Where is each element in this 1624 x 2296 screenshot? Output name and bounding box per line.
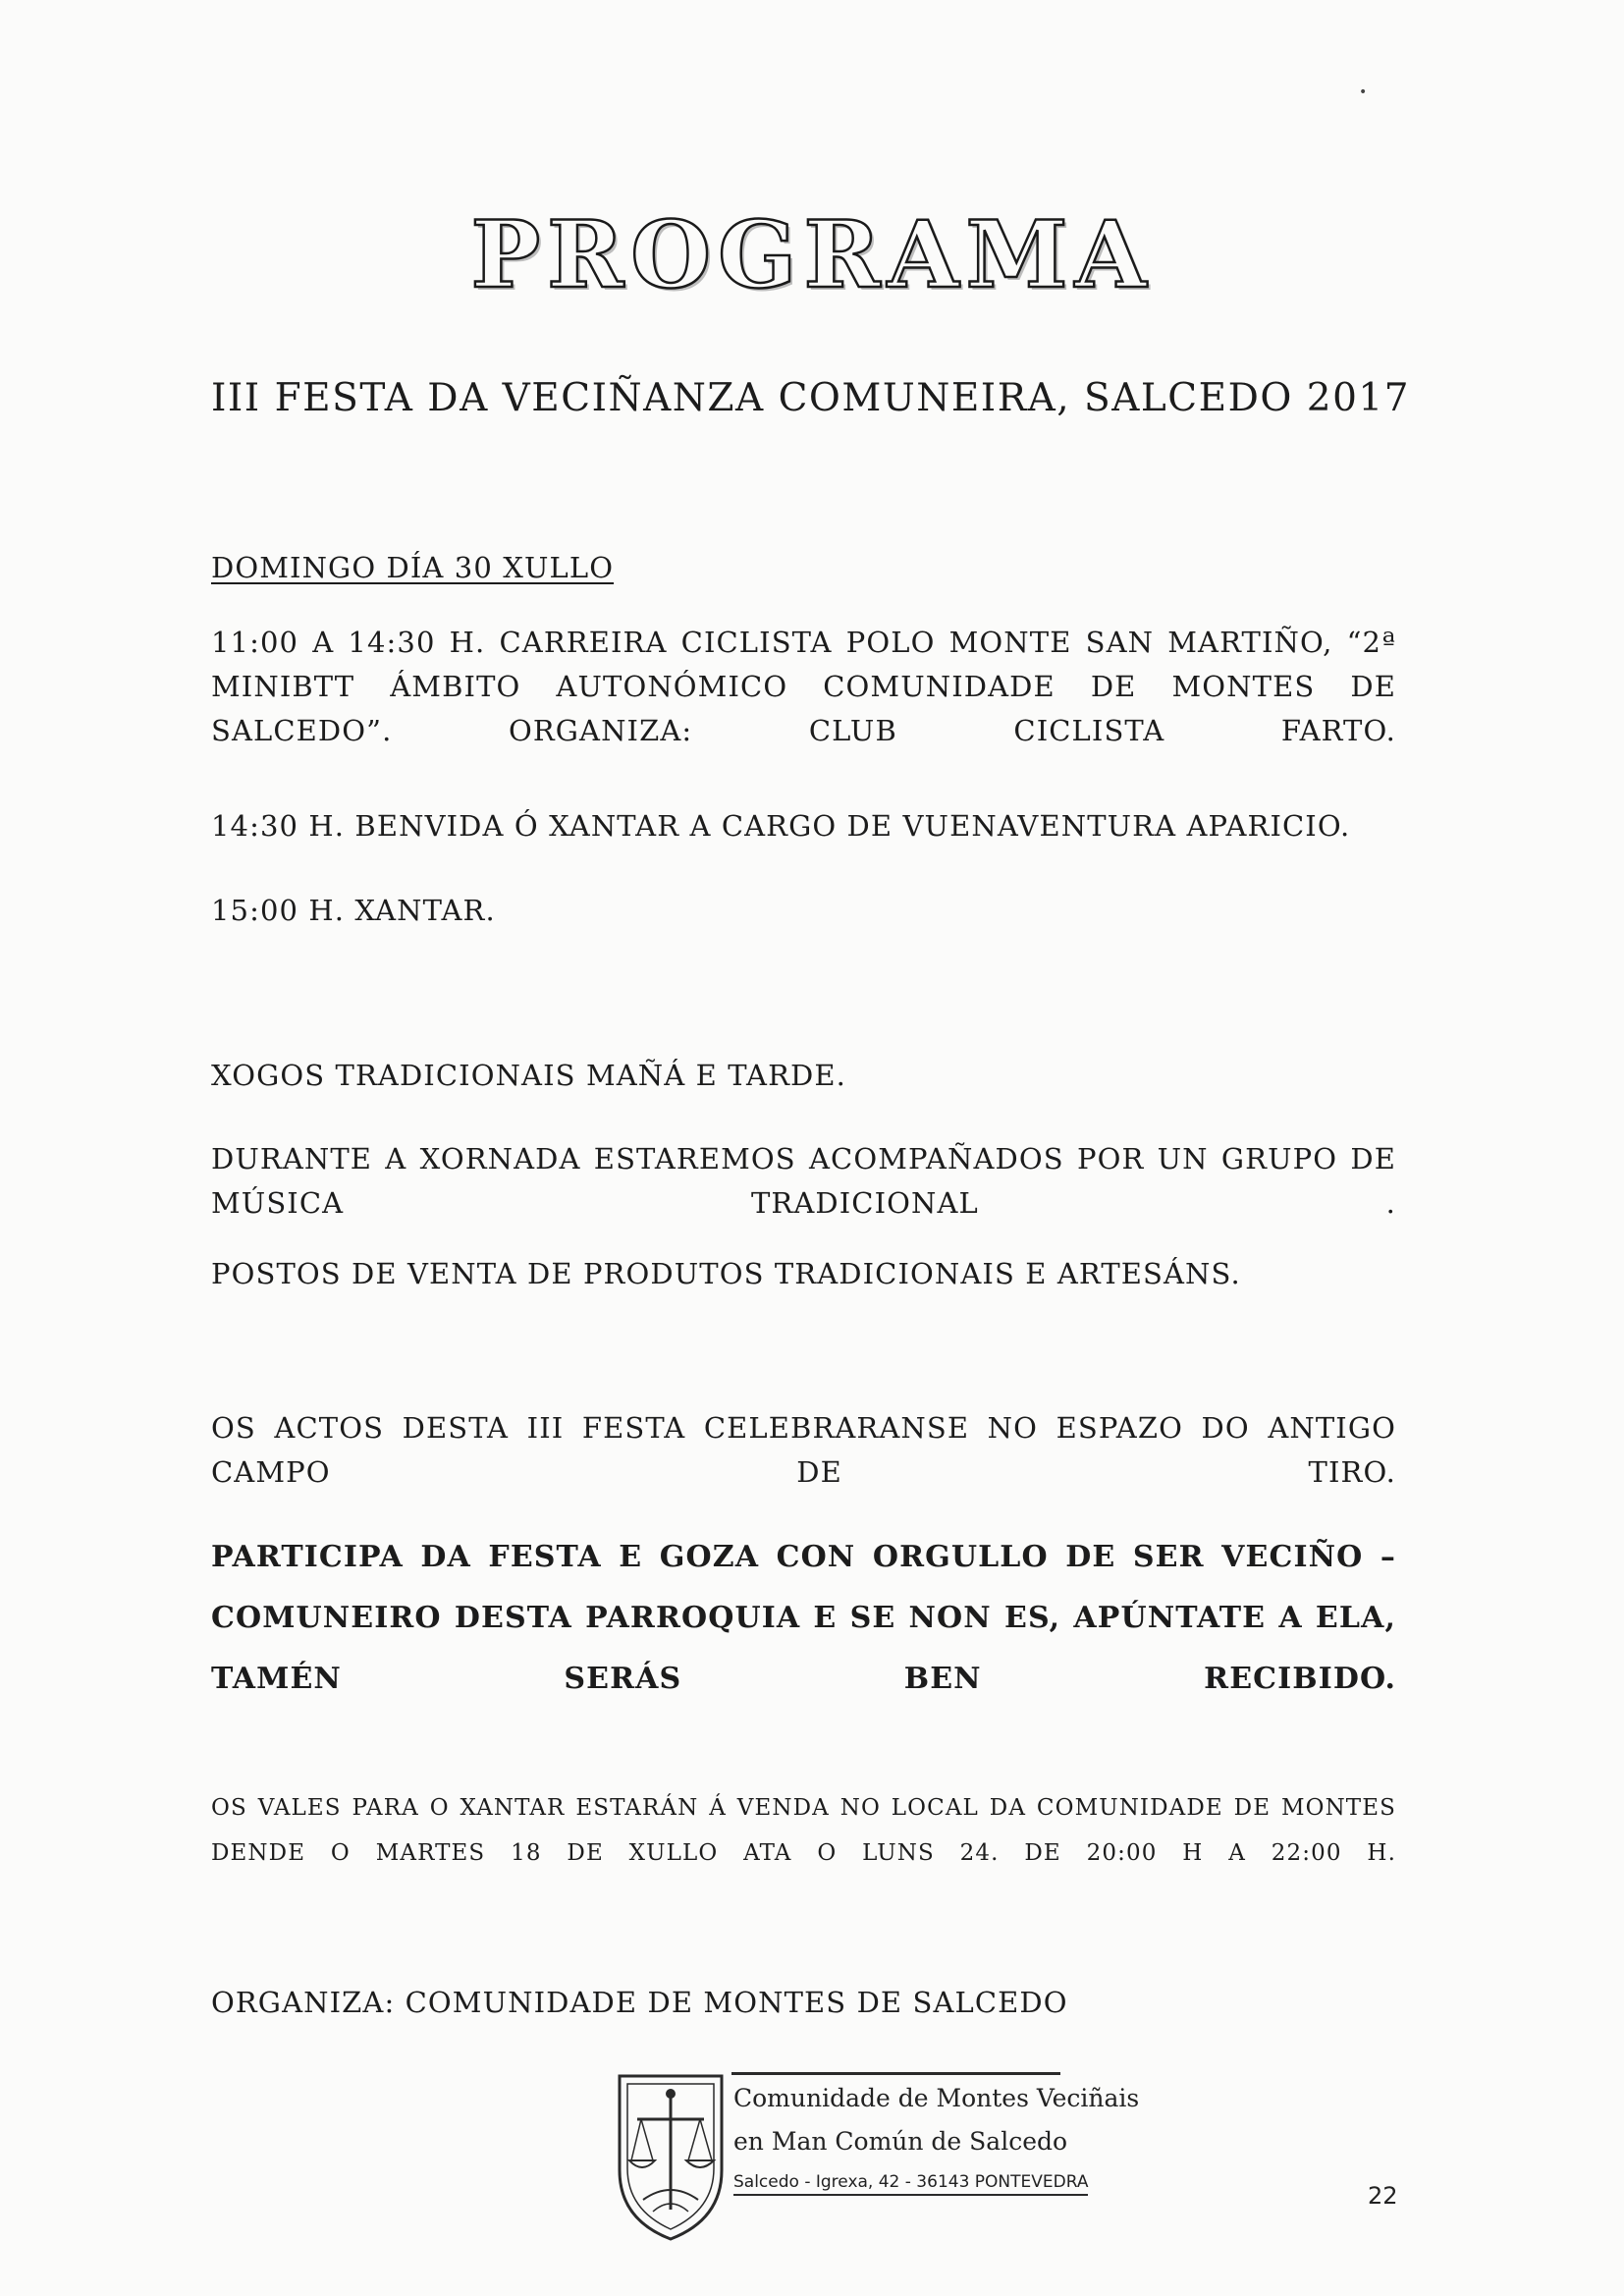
activity-traditional-games: XOGOS TRADICIONAIS MAÑÁ E TARDE.: [211, 1059, 846, 1092]
activity-market-stalls: POSTOS DE VENTA DE PRODUTOS TRADICIONAIS E ARTESÁNS.: [211, 1257, 1241, 1290]
stamp-top-rule: [731, 2072, 1060, 2075]
scales-emblem-icon: [614, 2062, 731, 2244]
stamp-address: Salcedo - Igrexa, 42 - 36143 PONTEVEDRA: [733, 2172, 1088, 2196]
schedule-item-lunch: 15:00 H. XANTAR.: [211, 894, 496, 927]
date-heading: DOMINGO DÍA 30 XULLO: [211, 551, 615, 584]
stamp-line-2: en Man Común de Salcedo: [733, 2127, 1068, 2156]
event-subtitle: III FESTA DA VECIÑANZA COMUNEIRA, SALCEDO 2017: [211, 376, 1411, 420]
schedule-item-welcome: 14:30 H. BENVIDA Ó XANTAR A CARGO DE VUENAVENTURA APARICIO.: [211, 809, 1351, 843]
location-note: OS ACTOS DESTA III FESTA CELEBRARANSE NO ESPAZO DO ANTIGO CAMPO DE TIRO.: [211, 1411, 1396, 1489]
stamp-line-1: Comunidade de Montes Veciñais: [733, 2084, 1140, 2112]
stray-dot-mark: •: [1359, 84, 1368, 100]
activity-music: DURANTE A XORNADA ESTAREMOS ACOMPAÑADOS POR UN GRUPO DE MÚSICA TRADICIONAL .: [211, 1142, 1396, 1220]
page-title: PROGRAMA: [470, 201, 1154, 309]
organizer-line: ORGANIZA: COMUNIDADE DE MONTES DE SALCEDO: [211, 1986, 1068, 2019]
invitation-text: PARTICIPA DA FESTA E GOZA CON ORGULLO DE SER VECIÑO – COMUNEIRO DESTA PARROQUIA E SE NON ES, APÚNTATE A ELA, TAMÉN SERÁS BEN RECIBIDO.: [211, 1540, 1396, 1696]
page-number: 22: [1368, 2182, 1398, 2210]
schedule-item-cycling-race: 11:00 A 14:30 H. CARREIRA CICLISTA POLO MONTE SAN MARTIÑO, “2ª MINIBTT ÁMBITO AUTONÓMICO COMUNIDADE DE MONTES DE SALCEDO”. ORGANIZA: CLUB CICLISTA FARTO.: [211, 626, 1396, 747]
voucher-sales-note: OS VALES PARA O XANTAR ESTARÁN Á VENDA NO LOCAL DA COMUNIDADE DE MONTES DENDE O MARTES 18 DE XULLO ATA O LUNS 24. DE 20:00 H A 22:00 H.: [211, 1795, 1396, 1866]
community-stamp: [614, 2062, 1140, 2247]
